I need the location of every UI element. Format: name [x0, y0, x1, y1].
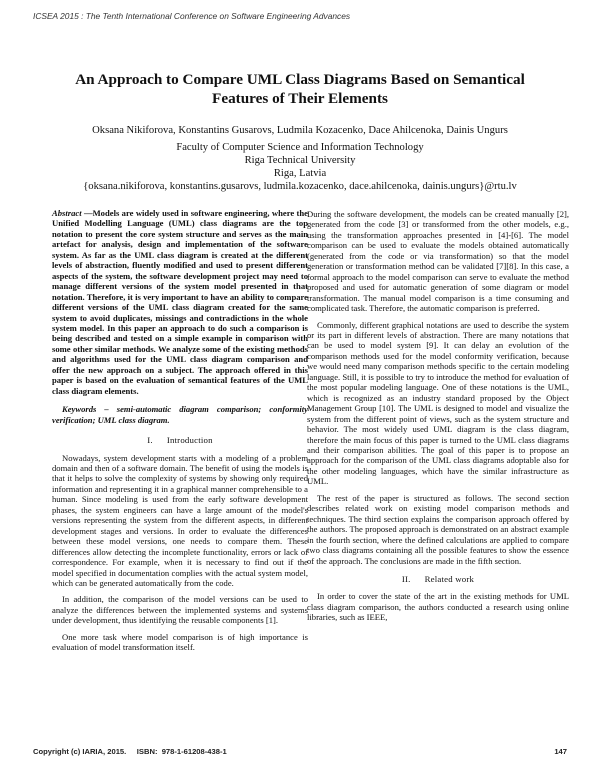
section-title: Introduction — [166, 435, 213, 446]
abstract — [52, 208, 308, 396]
section-number: I. — [147, 435, 153, 446]
paragraph: The rest of the paper is structured as follows. The second section describes related work on existing model comparison methods and techniques. The third section explains the comparison approach offered by the authors. The proposed approach is demonstrated on an abstract example in the fourth section, where the defined calculations are applied to compare two class diagrams containing all the possible features to show the essence of the approach. The conclusions are made in the fifth section. — [307, 492, 569, 566]
author-faculty: Faculty of Computer Science and Information Technology — [176, 142, 424, 153]
section-title: Related work — [424, 573, 475, 584]
author-location: Riga, Latvia — [273, 168, 327, 179]
copyright-isbn: Copyright (c) IARIA, 2015. ISBN: 978-1-61208-438-1 — [33, 747, 227, 756]
paragraph: One more task where model comparison is of high importance is evaluation of model transformation itself. — [52, 631, 308, 653]
paragraph: In order to cover the state of the art in the existing methods for UML class diagram comparison, the authors conducted a research using online libraries, such as IEEE, — [307, 591, 569, 623]
page-footer — [33, 747, 567, 756]
section-number: II. — [401, 573, 411, 584]
page-number: 147 — [554, 747, 567, 756]
keywords: Keywords – semi-automatic diagram comparison; conformity verification; UML class diagram. — [52, 404, 308, 425]
right-column — [307, 209, 569, 629]
section-heading-introduction — [52, 435, 308, 445]
conference-header: ICSEA 2015 : The Tenth International Conference on Software Engineering Advances — [33, 11, 351, 21]
author-emails: {oksana.nikiforova, konstantins.gusarovs, ludmila.kozacenko, dace.ahilcenoka, dainis.ungurs}@rtu.lv — [83, 181, 517, 192]
paper-title: An Approach to Compare UML Class Diagrams Based on Semantical Features of Their Elements — [75, 71, 525, 107]
paragraph: Nowadays, system development starts with a modeling of a problem domain and then of a software domain. The benefit of using the models is that it helps to solve the complexity of systems by showing only required information and representing it in a graphical manner comprehensible to a human. Since modeling is used from the early software development phases, the system engineers can have a large amount of the model's versions representing the system from the different aspects, in different development stages and versions. In order to evaluate the differences between these model versions, one needs to compare them. These differences allow detecting the incomplete functionality, errors or lack of correspondence. For example, when it is necessary to find out if the model specified in documentation complies with the actual system model, which can be generated automatically from the code. — [52, 452, 308, 588]
left-column — [52, 208, 308, 659]
author-university: Riga Technical University — [244, 155, 356, 166]
section-heading-related-work — [307, 574, 569, 584]
author-names: Oksana Nikiforova, Konstantins Gusarovs, Ludmila Kozacenko, Dace Ahilcenoka, Dainis Ungurs — [92, 125, 508, 136]
paragraph: During the software development, the models can be created manually [2], generated from the code [3] or transformed from the other models, e.g., using the transformation approaches presented in [4]-[6]. The model comparison can be used to evaluate the models obtained automatically (generated from the code or via transformation) so that the model generation or transformation method can be validated [7][8]. In this case, a formal approach to the model comparison can serve to evaluate the method proposed and used for automatic generation of some diagram or model transformation. The manual model comparison is a time consuming and complicated task. Therefore, the automatic comparison is preferred. — [307, 209, 569, 314]
paragraph: Commonly, different graphical notations are used to describe the system or its part in different levels of abstraction. There are many notations that can be used to model system [9]. It can delay an evolution of the comparison methods used for the model conformity verification, because we would need many comparison methods specific to the certain modeling language. Still, it is possible to try to introduce the method for evaluation of the most popular modeling language. One of these notations is the UML, which is recognized as an industry standard proposed by the Object Management Group [10]. The UML is designed to model and visualize the system from the different point of views, such as the system structure and behavior. The most widely used UML diagram is the class diagram, therefore the main focus of this paper is turned to the UML class diagrams and their comparison abilities. The goal of this paper is to propose an approach for the comparison of the UML class diagrams adoptable also for the other modeling languages, which have the similar infrastructure as UML. — [307, 319, 569, 487]
abstract-text: —Models are widely used in software engineering, where the Unified Modelling Language (UML) class diagrams are the top notation to present the core system structure and serves as the main artefact for analysis, design and implementation of the software system. As far as the UML class diagram is created at the different levels of abstraction, fluently modified and used to present different aspects of the system, the software development project may need to manage different versions of the system model presented in that notation. Therefore, it is very important to have an ability to compare different versions of the UML class diagram created for the same system to avoid duplicates, missings and contradictions in the whole system model. In this paper an approach to do such a comparison is being described and tested on a simple example in comparison with some other similar methods. We analyze some of the existing methods and algorithms used for the UML class diagram comparison and offer the new approach on a subject. The approach offered in this paper is based on the evaluation of semantical features of the UML class diagram elements. — [52, 208, 308, 396]
paragraph: In addition, the comparison of the model versions can be used to analyze the differences between the implemented systems and systems under development, thus identifying the reusable components [1]. — [52, 594, 308, 626]
abstract-lead: Abstract — [52, 208, 82, 218]
author-block — [30, 124, 570, 193]
